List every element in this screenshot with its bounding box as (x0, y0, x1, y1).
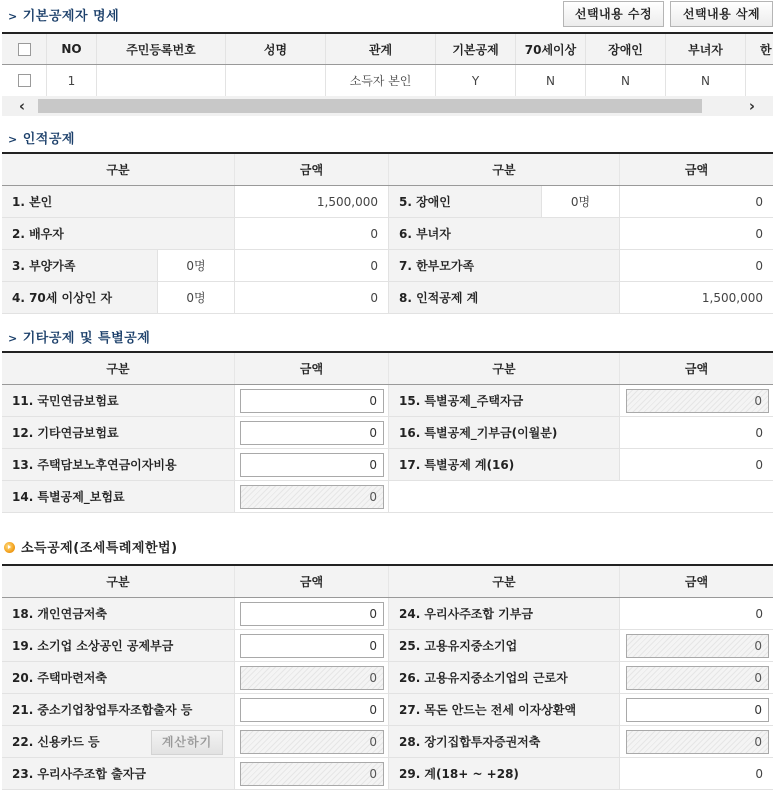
table-header-row (2, 154, 773, 186)
amount-income-total: 0 (619, 758, 773, 789)
cell-no: 1 (47, 65, 97, 96)
label-disabled: 5. 장애인 (388, 186, 541, 217)
esop-contribution-field: 0 (240, 762, 384, 786)
personal-deduction-table (2, 152, 773, 314)
header-disabled: 장애인 (586, 34, 666, 64)
amount-cell (619, 694, 773, 725)
credit-card-label-text: 22. 신용카드 등 (12, 735, 100, 749)
header-over70: 70세이상 (516, 34, 586, 64)
count-disabled: 0명 (541, 186, 619, 217)
other-deduction-table (2, 351, 773, 513)
header-woman: 부녀자 (666, 34, 746, 64)
count-over70: 0명 (157, 282, 234, 313)
header-category-right: 구분 (388, 566, 619, 597)
amount-personal-total: 1,500,000 (619, 282, 773, 313)
cell-basic: Y (436, 65, 516, 96)
employment-sme-worker-field: 0 (626, 666, 769, 690)
table-row (2, 186, 773, 218)
label-dependents: 3. 부양가족 (2, 250, 157, 281)
label-personal-pension: 18. 개인연금저축 (2, 598, 234, 629)
section-title-text: 기타공제 및 특별공제 (22, 331, 151, 346)
header-category-left: 구분 (106, 362, 130, 376)
amount-cell (234, 481, 388, 512)
label-self: 1. 본인 (2, 186, 234, 217)
income-deduction-table (2, 564, 773, 790)
amount-disabled: 0 (619, 186, 773, 217)
employment-sme-field: 0 (626, 634, 769, 658)
label-income-total: 29. 계(18+ ~ +28) (388, 758, 619, 789)
chevron-right-icon: > (8, 133, 18, 146)
amount-self: 1,500,000 (234, 186, 388, 217)
amount-cell (234, 758, 388, 789)
table-row (2, 630, 773, 662)
label-special-total: 17. 특별공제 계(16) (388, 449, 619, 480)
label-special-insurance: 14. 특별공제_보험료 (2, 481, 234, 512)
header-amount-left: 금액 (234, 353, 388, 384)
amount-cell (234, 694, 388, 725)
label-esop-donation: 24. 우리사주조합 기부금 (388, 598, 619, 629)
amount-cell (234, 598, 388, 629)
table-row (2, 598, 773, 630)
amount-over70: 0 (234, 282, 388, 313)
label-spouse: 2. 배우자 (2, 218, 234, 249)
cell-woman: N (666, 65, 746, 96)
amount-esop-donation: 0 (619, 598, 773, 629)
venture-investment-input[interactable]: 0 (240, 698, 384, 722)
table-header-row (2, 353, 773, 385)
chevron-right-icon: > (8, 332, 18, 345)
reverse-mortgage-input[interactable]: 0 (240, 453, 384, 477)
table-row (2, 481, 773, 513)
calculate-button[interactable]: 계산하기 (151, 730, 223, 755)
amount-dependents: 0 (234, 250, 388, 281)
select-all-checkbox[interactable] (18, 43, 31, 56)
scroll-left-arrow-icon[interactable]: ‹ (18, 97, 26, 115)
delete-selected-button[interactable]: 선택내용 삭제 (670, 1, 773, 27)
housing-savings-field: 0 (240, 666, 384, 690)
long-term-fund-field: 0 (626, 730, 769, 754)
header-category-left: 구분 (106, 163, 130, 177)
header-amount-right: 금액 (619, 154, 773, 185)
header-basic: 기본공제 (436, 34, 516, 64)
edit-selected-button[interactable]: 선택내용 수정 (563, 1, 664, 27)
cell-rrn (97, 65, 226, 96)
amount-cell (619, 385, 773, 416)
label-esop-contribution: 23. 우리사주조합 출자금 (2, 758, 234, 789)
amount-single-parent: 0 (619, 250, 773, 281)
cell-relation: 소득자 본인 (326, 65, 436, 96)
header-amount-left: 금액 (234, 566, 388, 597)
header-select-all[interactable] (2, 34, 47, 64)
credit-card-field: 0 (240, 730, 384, 754)
scroll-right-arrow-icon[interactable]: › (748, 97, 756, 115)
table-row (2, 417, 773, 449)
table-header-row (2, 34, 773, 65)
label-employment-sme: 25. 고용유지중소기업 (388, 630, 619, 661)
label-reverse-mortgage: 13. 주택담보노후연금이자비용 (2, 449, 234, 480)
header-single-parent: 한 (746, 34, 773, 64)
table-row[interactable] (2, 65, 773, 97)
label-venture-investment: 21. 중소기업창업투자조합출자 등 (2, 694, 234, 725)
table-row (2, 282, 773, 314)
other-pension-input[interactable]: 0 (240, 421, 384, 445)
table-row (2, 449, 773, 481)
table-row (2, 758, 773, 790)
cell-over70: N (516, 65, 586, 96)
label-over70: 4. 70세 이상인 자 (2, 282, 157, 313)
amount-cell (619, 662, 773, 693)
national-pension-input[interactable]: 0 (240, 389, 384, 413)
label-personal-total: 8. 인적공제 계 (388, 282, 619, 313)
table-row (2, 250, 773, 282)
amount-cell (234, 417, 388, 448)
label-long-term-fund: 28. 장기집합투자증권저축 (388, 726, 619, 757)
label-other-pension: 12. 기타연금보험료 (2, 417, 234, 448)
chevron-right-icon: > (8, 10, 18, 23)
label-small-business: 19. 소기업 소상공인 공제부금 (2, 630, 234, 661)
amount-cell (234, 630, 388, 661)
table-row (2, 662, 773, 694)
amount-cell (234, 662, 388, 693)
label-housing-savings: 20. 주택마련저축 (2, 662, 234, 693)
table-row (2, 694, 773, 726)
personal-pension-input[interactable]: 0 (240, 602, 384, 626)
label-credit-card (2, 726, 234, 757)
row-select-cell[interactable] (2, 65, 47, 96)
amount-special-total: 0 (619, 449, 773, 480)
label-housing-fund: 15. 특별공제_주택자금 (388, 385, 619, 416)
table-row (2, 726, 773, 758)
section-title-text: 소득공제(조세특례제한법) (21, 541, 178, 556)
table-row (2, 385, 773, 417)
header-amount-left: 금액 (234, 154, 388, 185)
section-title-personal (8, 128, 75, 147)
amount-cell (619, 630, 773, 661)
small-business-input[interactable]: 0 (240, 634, 384, 658)
section-title-text: 기본공제자 명세 (22, 9, 120, 24)
label-donation-carryover: 16. 특별공제_기부금(이월분) (388, 417, 619, 448)
label-single-parent: 7. 한부모가족 (388, 250, 619, 281)
header-category-right: 구분 (388, 353, 619, 384)
header-amount-right: 금액 (619, 566, 773, 597)
header-category-right: 구분 (388, 154, 619, 185)
special-insurance-field: 0 (240, 485, 384, 509)
section-title-text: 인적공제 (22, 132, 75, 147)
cell-name (226, 65, 326, 96)
amount-spouse: 0 (234, 218, 388, 249)
housing-fund-field: 0 (626, 389, 769, 413)
header-category-left: 구분 (106, 575, 130, 589)
amount-donation-carryover: 0 (619, 417, 773, 448)
orange-bullet-icon (4, 542, 15, 553)
header-name: 성명 (226, 34, 326, 64)
amount-cell (619, 726, 773, 757)
section-title-other (8, 327, 150, 346)
amount-woman: 0 (619, 218, 773, 249)
row-checkbox[interactable] (18, 74, 31, 87)
count-dependents: 0명 (157, 250, 234, 281)
label-national-pension: 11. 국민연금보험료 (2, 385, 234, 416)
cell-single-parent (746, 65, 773, 96)
empty-cell (388, 481, 773, 512)
scrollbar-thumb[interactable] (38, 99, 702, 113)
header-no: NO (47, 34, 97, 64)
header-relation: 관계 (326, 34, 436, 64)
header-amount-right: 금액 (619, 353, 773, 384)
basic-deduction-table (2, 32, 773, 97)
table-row (2, 218, 773, 250)
amount-cell (234, 385, 388, 416)
cell-disabled: N (586, 65, 666, 96)
header-rrn: 주민등록번호 (97, 34, 226, 64)
label-woman: 6. 부녀자 (388, 218, 619, 249)
section-title-income (4, 537, 178, 556)
section-title-basic-list (8, 5, 119, 24)
amount-cell (234, 726, 388, 757)
label-jeonse-interest: 27. 목돈 안드는 전세 이자상환액 (388, 694, 619, 725)
table-header-row (2, 566, 773, 598)
jeonse-interest-input[interactable]: 0 (626, 698, 769, 722)
amount-cell (234, 449, 388, 480)
label-employment-sme-worker: 26. 고용유지중소기업의 근로자 (388, 662, 619, 693)
horizontal-scrollbar[interactable] (2, 96, 773, 116)
